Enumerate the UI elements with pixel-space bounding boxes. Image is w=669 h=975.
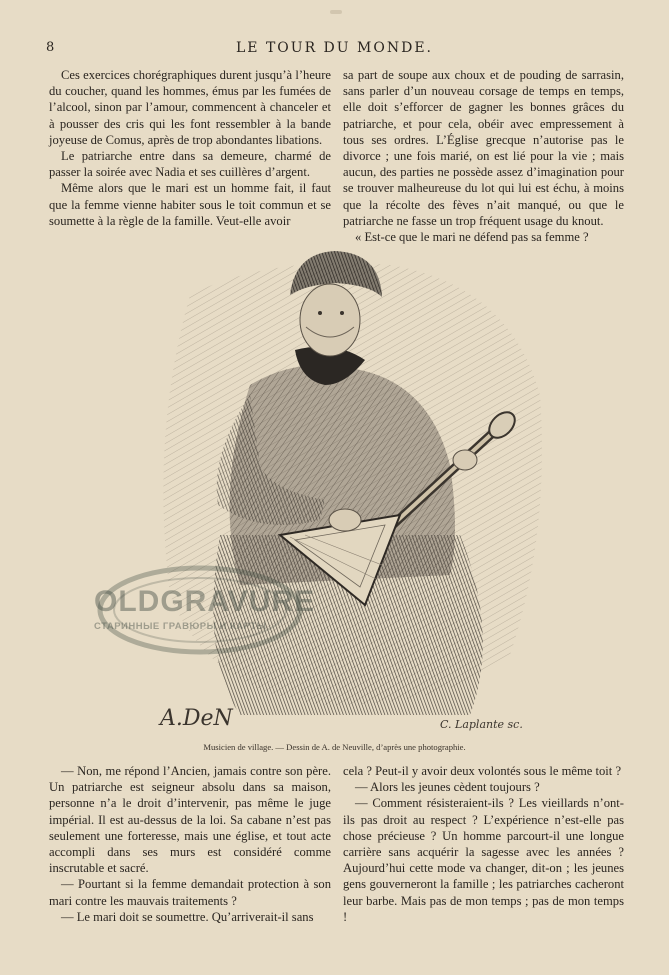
page-number: 8 bbox=[46, 40, 55, 55]
figure-caption: Musicien de village. — Dessin de A. de Neuville, d’après une photographie. bbox=[203, 742, 466, 752]
paragraph: Le patriarche entre dans sa demeure, charmé de passer la soirée avec Nadia et ses cuillères d’argent. bbox=[49, 149, 331, 180]
artist-signature: A.DeN bbox=[160, 706, 233, 731]
watermark-subtitle: СТАРИННЫЕ ГРАВЮРЫ И КАРТЫ bbox=[94, 621, 267, 632]
top-right-column bbox=[343, 67, 624, 245]
running-title: LE TOUR DU MONDE. bbox=[235, 40, 433, 56]
paragraph: — Non, me répond l’Ancien, jamais contre son père. Un patriarche est seigneur absolu dans sa maison, personne n’a le droit d’intervenir, pas même le juge impérial. Il est au-dessus de la loi. Sa cabane n’est pas seulement une forteresse, mais une église, et tout acte accompli dans ses murs est considéré comme inscrutable et sacré. bbox=[49, 764, 331, 876]
watermark bbox=[80, 565, 320, 675]
paragraph: Ces exercices chorégraphiques durent jusqu’à l’heure du coucher, quand les hommes, émus par les fumées de l’alcool, sinon par l’amour, commencent à chanceler et à pousser des cris qui les font ressembler à la bande joyeuse de Comus, après de trop abondantes libations. bbox=[49, 68, 331, 147]
top-left-column bbox=[49, 67, 331, 229]
engraver-signature: C. Laplante sc. bbox=[440, 718, 523, 731]
paragraph: Même alors que le mari est un homme fait, il faut que la femme vienne habiter sous le toit commun et se soumette à la règle de la famille. Veut-elle avoir bbox=[49, 181, 331, 228]
page-stain bbox=[330, 10, 342, 14]
paragraph: « Est-ce que le mari ne défend pas sa femme ? bbox=[355, 230, 589, 245]
paragraph: — Pourtant si la femme demandait protection à son mari contre les mauvais traitements ? bbox=[49, 877, 331, 908]
paragraph: sa part de soupe aux choux et de pouding de sarrasin, sans parler d’un nouveau corsage de temps en temps, elle doit s’efforcer de gagner les bonnes grâces du patriarche, et pour cela, obéir avec empressement à tous ses ordres. L’Église grecque n’autorise pas le divorce ; une fois marié, on est lié pour la vie ; mais aucun, des parties ne possède assez d’imagination pour se trouver malheureuse du lot qui lui est échu, à moins que la récolte des fèves n’ait manqué, ou que le patriarche ne fasse un trop fréquent usage du knout. bbox=[343, 68, 624, 228]
paragraph: — Le mari doit se soumettre. Qu’arriverait-il sans bbox=[61, 909, 314, 924]
watermark-title: OLDGRAVURE bbox=[94, 585, 316, 618]
bottom-left-column bbox=[49, 763, 331, 925]
bottom-right-column bbox=[343, 763, 624, 925]
watermark-wreath-icon bbox=[80, 565, 320, 675]
paragraph: cela ? Peut-il y avoir deux volontés sous le même toit ? bbox=[343, 764, 622, 778]
page-header bbox=[46, 40, 623, 60]
paragraph: — Comment résisteraient-ils ? Les vieillards n’ont-ils pas droit au respect ? L’expérience n’est-elle pas chose précieuse ? Un homme parcourt-il une longue carrière sans acquérir la sagesse avec les années ? Aujourd’hui cette mode va changer, dit-on ; les jeunes gens gouverneront la famille ; les patriarches cacheront leur barbe. Mais pas de mon temps ; pas de mon temps ! bbox=[343, 796, 624, 924]
paragraph: — Alors les jeunes cèdent toujours ? bbox=[355, 780, 540, 795]
